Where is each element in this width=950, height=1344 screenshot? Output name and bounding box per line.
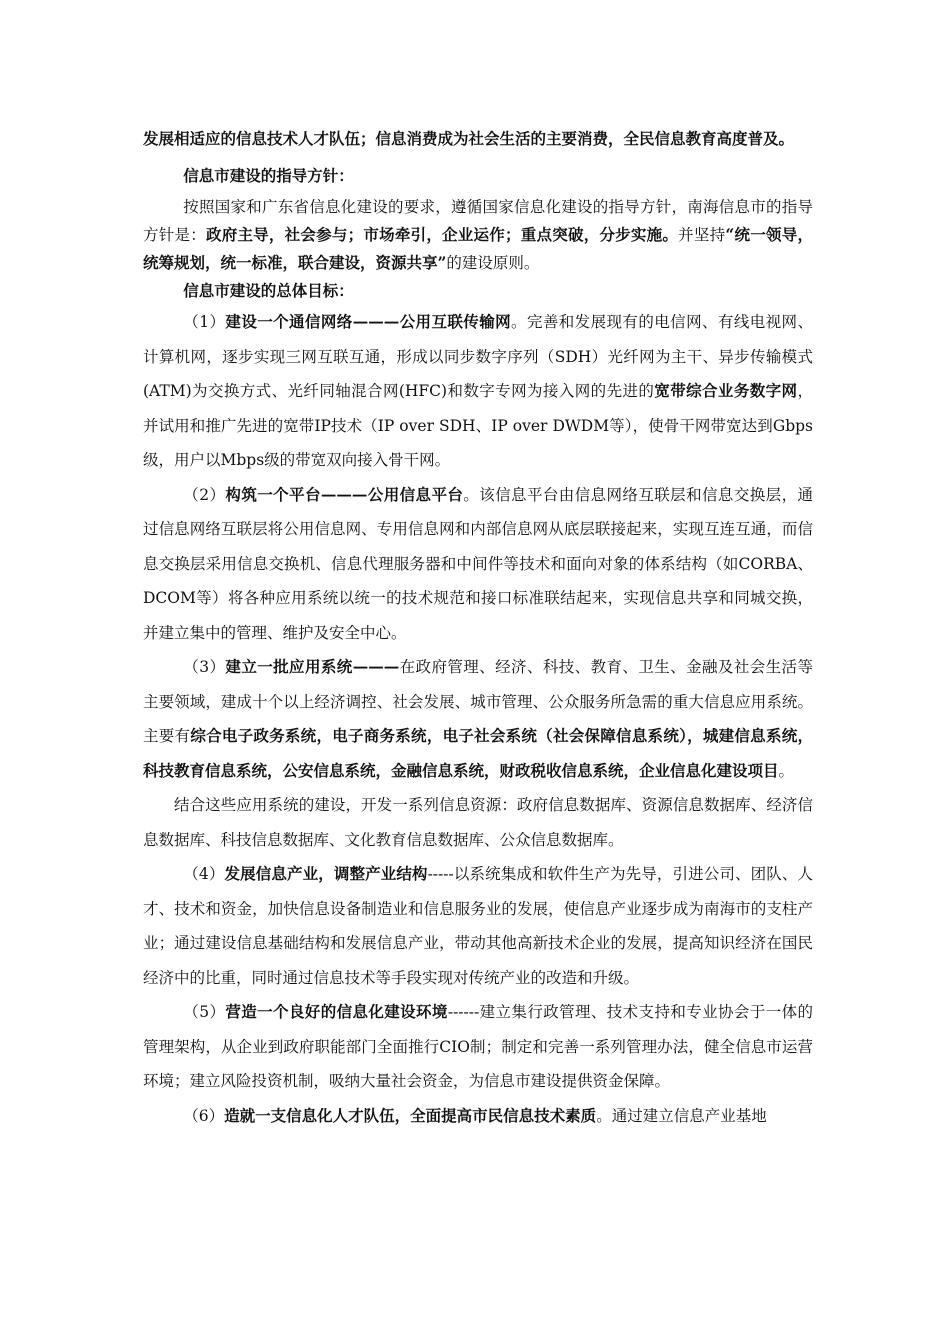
- intro-bold-text: 发展相适应的信息技术人才队伍；信息消费成为社会生活的主要消费，全民信息教育高度普及。: [143, 129, 795, 148]
- paragraph-guideline: [143, 193, 813, 277]
- paragraph-resources: 结合这些应用系统的建设，开发一系列信息资源：政府信息数据库、资源信息数据库、经济信息数据库、科技信息数据库、文化教育信息数据库、公众信息数据库。: [143, 796, 813, 849]
- guideline-text-2: 并坚持: [678, 226, 726, 244]
- goal-3-number: （3）: [183, 658, 226, 676]
- paragraph-intro: [143, 122, 813, 157]
- goal-2-title: 构筑一个平台———公用信息平台: [225, 484, 464, 504]
- goal-4-title: 发展信息产业，调整产业结构: [224, 864, 428, 883]
- goal-3-bold-2: 综合电子政务系统，电子商务系统，电子社会系统（社会保障信息系统），城建信息系统，科技教育信息系统，公安信息系统，金融信息系统，财政税收信息系统，企业信息化建设项目: [143, 726, 813, 780]
- goal-5-title: 营造一个良好的信息化建设环境: [225, 1002, 448, 1021]
- paragraph-goal-1: [143, 305, 813, 478]
- paragraph-goal-2: [143, 478, 813, 651]
- goal-1-number: （1）: [183, 313, 226, 331]
- goal-2-number: （2）: [183, 485, 226, 504]
- goal-5-text-1: ------建立集行政管理、技术支持和专业协会于一体的管理架构，从企业到政府职能部门全面推行CIO制；制定和完善一系列管理办法，健全信息市运营环境；建立风险投资机制，吸纳大量社会资金，为信息市建设提供资金保障。: [143, 1003, 813, 1090]
- paragraph-goal-5: [143, 995, 813, 1099]
- goal-3-title: 建立一批应用系统———: [225, 657, 400, 676]
- heading-overall-goal: 信息市建设的总体目标：: [183, 281, 354, 300]
- paragraph-goal-6: [143, 1099, 813, 1134]
- goal-6-text-1: 。通过建立信息产业基地: [596, 1106, 767, 1125]
- goal-3-text-2: 。: [778, 761, 795, 780]
- goal-2-text-1: 。该信息平台由信息网络互联层和信息交换层，通过信息网络互联层将公用信息网、专用信息网和内部信息网从底层联接起来，实现互连互通，而信息交换层采用信息交换机、信息代理服务器和中间件等技术和面向对象的体系结构（如CORBA、DCOM等）将各种应用系统以统一的技术规范和接口标准联结起来，实现信息共享和同城交换，并建立集中的管理、维护及安全中心。: [143, 485, 813, 642]
- goal-1-text-2: ，并试用和推广先进的宽带IP技术（IP over SDH、IP over DWDM等），使骨干网带宽达到Gbps级，用户以Mbps级的带宽双向接入骨干网。: [143, 382, 813, 469]
- guideline-bold-1: 政府主导，社会参与；市场牵引，企业运作；重点突破，分步实施。: [205, 225, 679, 244]
- guideline-bold-2: “统一领导，统筹规划，统一标准，联合建设，资源共享”: [143, 225, 813, 272]
- paragraph-goal-3: [143, 650, 813, 788]
- goal-1-text-1: 。完善和发展现有的电信网、有线电视网、计算机网，逐步实现三网互联互通，形成以同步数字序列（SDH）光纤网为主干、异步传输模式(ATM)为交换方式、光纤同轴混合网(HFC)和数字专网为接入网的先进的: [143, 313, 813, 400]
- goal-1-title: 建设一个通信网络———公用互联传输网: [225, 312, 512, 331]
- goal-3-text-1: 在政府管理、经济、科技、教育、卫生、金融及社会生活等主要领域，建成十个以上经济调控、社会发展、城市管理、公众服务所急需的重大信息应用系统。主要有: [143, 658, 813, 745]
- goal-4-number: （4）: [183, 865, 225, 883]
- paragraph-goal-4: [143, 857, 813, 995]
- goal-5-number: （5）: [183, 1003, 226, 1021]
- guideline-text-1: 按照国家和广东省信息化建设的要求，遵循国家信息化建设的指导方针，南海信息市的指导方针是：: [143, 198, 813, 244]
- goal-6-number: （6）: [183, 1106, 225, 1125]
- goal-6-title: 造就一支信息化人才队伍，全面提高市民信息技术素质: [224, 1105, 597, 1125]
- goal-1-bold-2: 宽带综合业务数字网: [654, 381, 798, 400]
- document-page: [143, 122, 813, 1133]
- guideline-text-3: 的建设原则。: [446, 254, 540, 272]
- goal-4-text-1: -----以系统集成和软件生产为先导，引进公司、团队、人才、技术和资金，加快信息设备制造业和信息服务业的发展，使信息产业逐步成为南海市的支柱产业；通过建设信息基础结构和发展信息产业，带动其他高新技术企业的发展，提高知识经济在国民经济中的比重，同时通过信息技术等手段实现对传统产业的改造和升级。: [143, 865, 813, 987]
- heading-guideline: 信息市建设的指导方针：: [183, 165, 354, 185]
